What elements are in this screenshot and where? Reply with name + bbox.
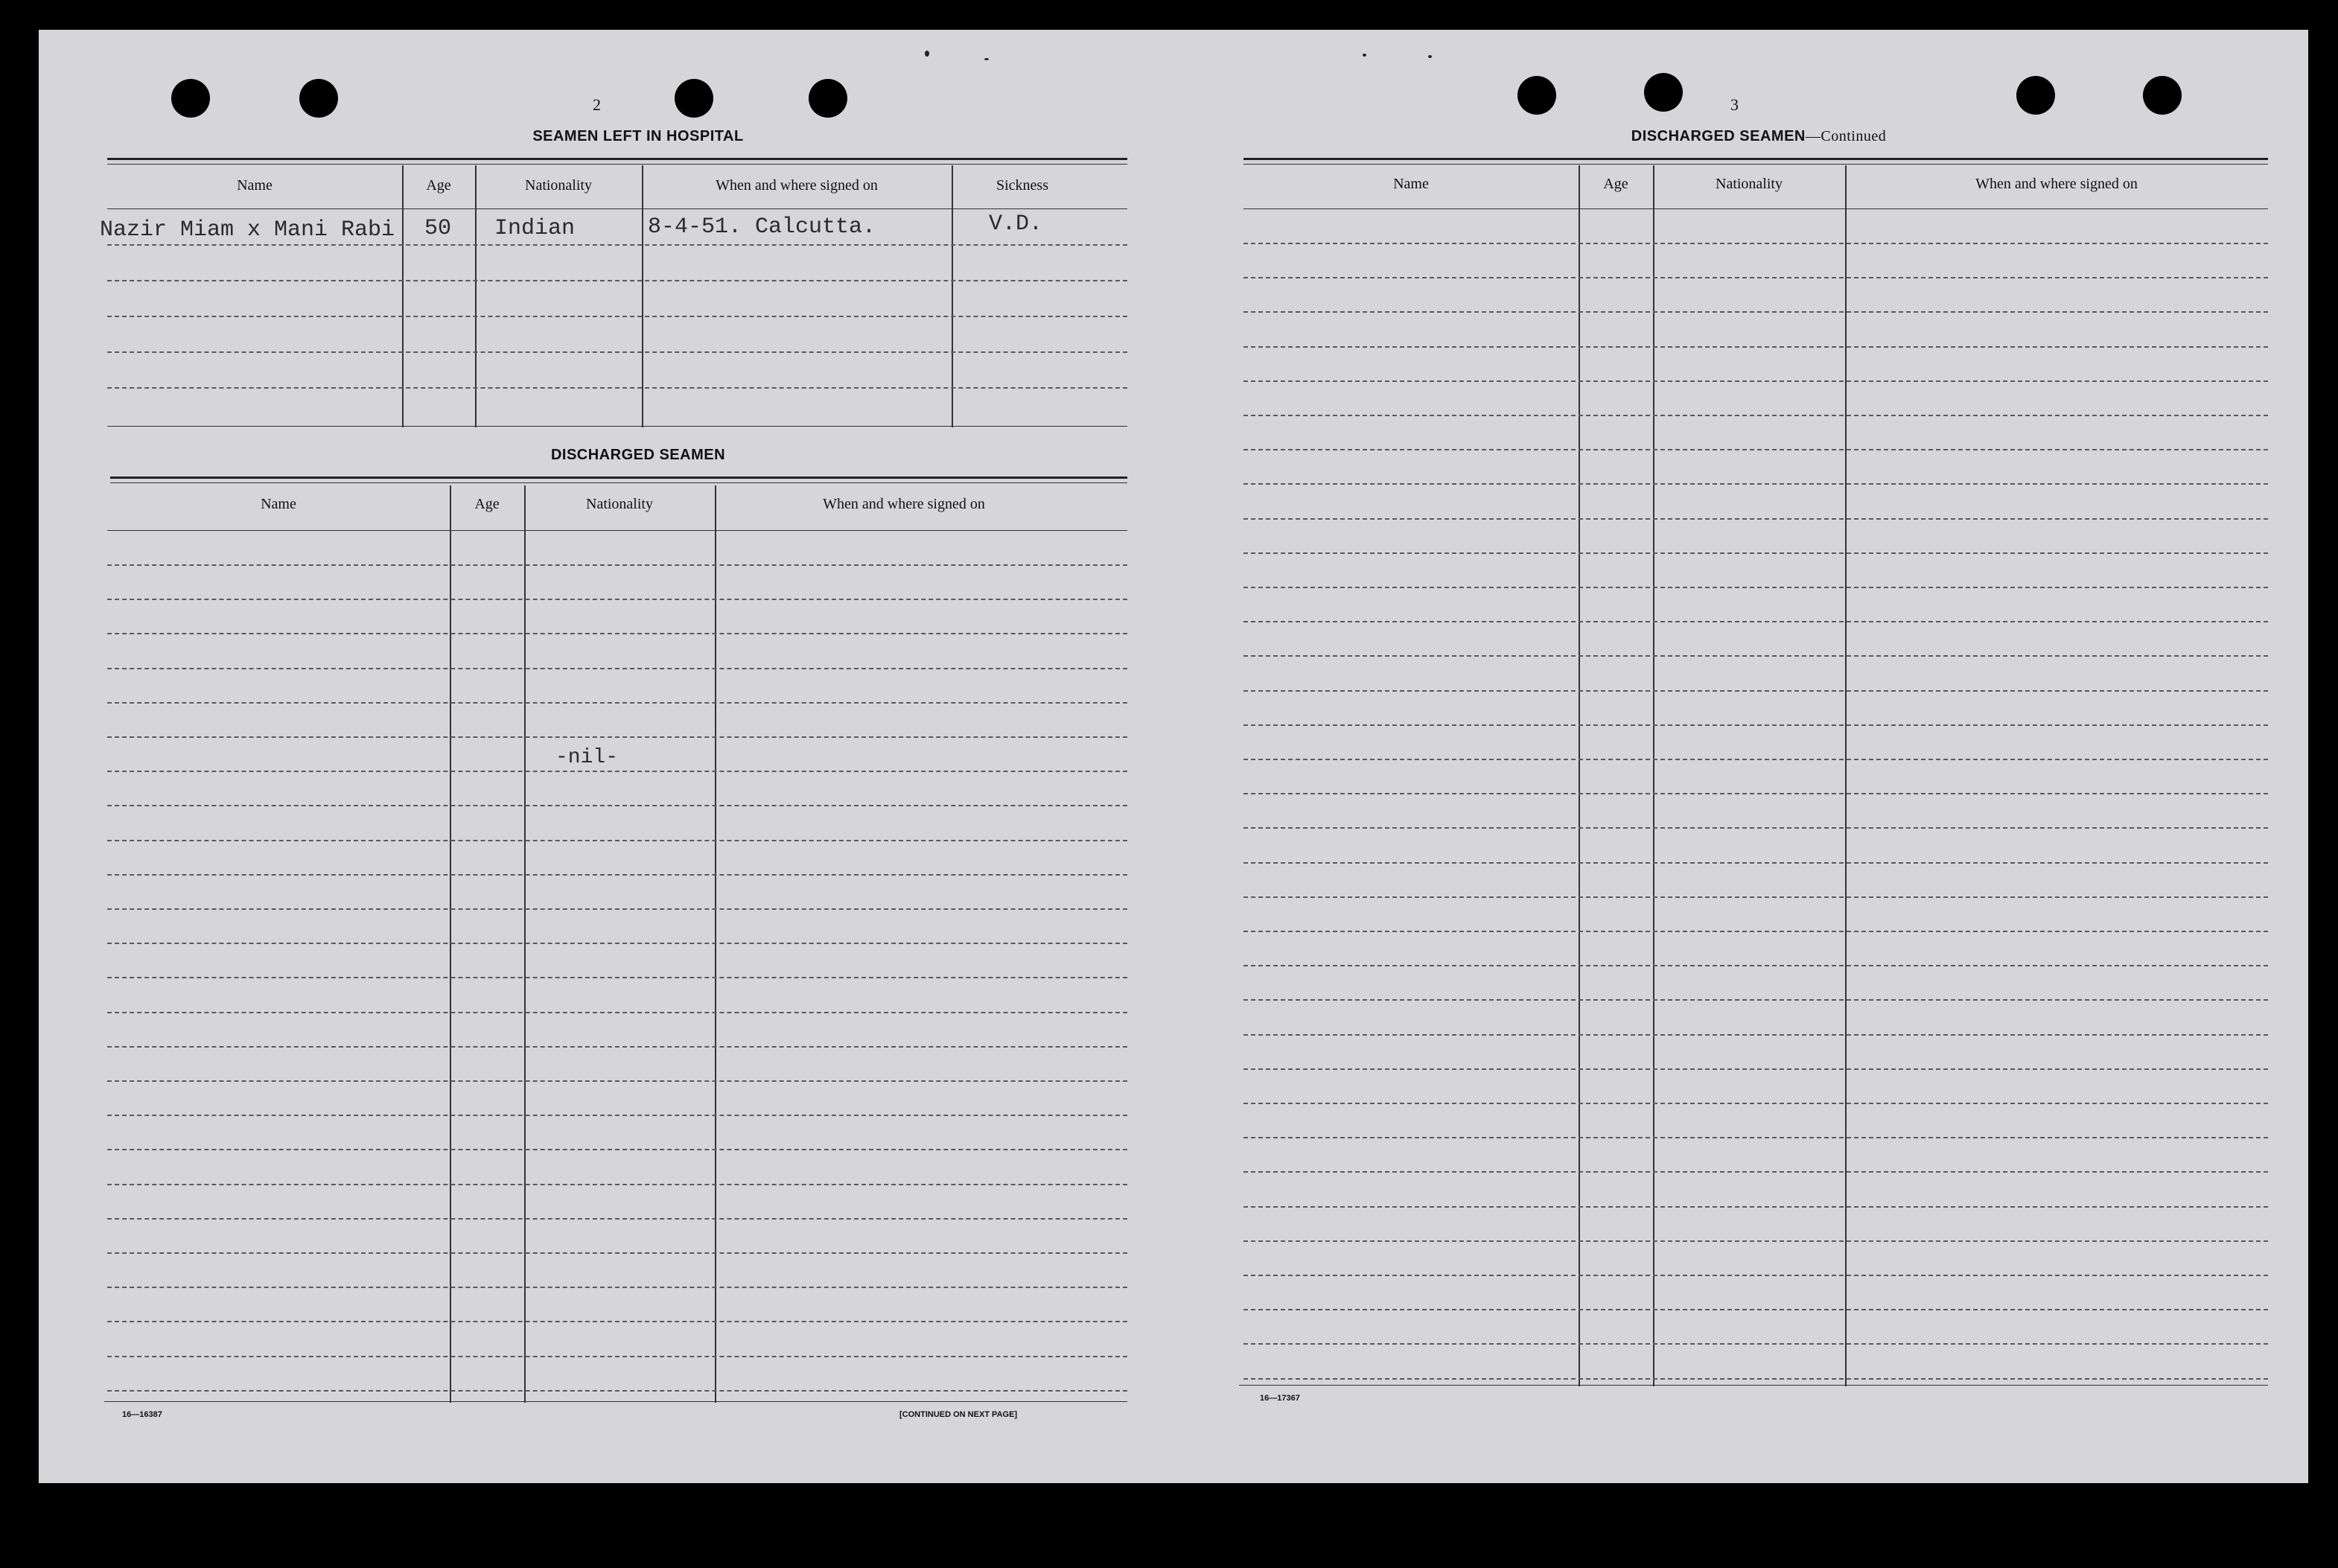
speck: [1363, 54, 1366, 57]
row-line: [107, 244, 1127, 246]
row-line: [1243, 1343, 2268, 1345]
row-line: [107, 1390, 1127, 1392]
row-line: [1243, 999, 2268, 1001]
row-line: [107, 1149, 1127, 1150]
row-line: [1243, 1137, 2268, 1138]
row-line: [107, 633, 1127, 634]
row-line: [1243, 1240, 2268, 1242]
column-header-nationality: Nationality: [1716, 176, 1783, 192]
row-line: [107, 943, 1127, 944]
right-section-title-text: DISCHARGED SEAMEN: [1631, 128, 1806, 144]
punch-hole: [1644, 73, 1683, 112]
row-line: [1243, 1034, 2268, 1036]
row-line: [107, 1080, 1127, 1082]
row-line: [1243, 311, 2268, 313]
table-top-rule: [110, 477, 1127, 479]
hospital-section-title: SEAMEN LEFT IN HOSPITAL: [532, 128, 744, 144]
nil-entry: -nil-: [555, 746, 619, 769]
row-line: [107, 1046, 1127, 1048]
header-divider: [1243, 208, 2268, 209]
row-line: [107, 1356, 1127, 1357]
speck: [984, 58, 989, 60]
row-line: [1243, 621, 2268, 622]
entry-sickness: V.D.: [989, 211, 1043, 237]
row-line: [1243, 965, 2268, 966]
header-divider: [107, 208, 1127, 209]
page-number: 3: [1730, 95, 1739, 114]
row-line: [107, 1252, 1127, 1254]
table-bottom-rule: [104, 1401, 1127, 1402]
row-line: [107, 316, 1127, 317]
column-header-nationality: Nationality: [525, 177, 592, 194]
row-line: [1243, 1378, 2268, 1380]
table-top-rule: [1243, 164, 2268, 165]
column-divider: [450, 485, 451, 1403]
row-line: [1243, 931, 2268, 932]
column-header-signed-on: When and where signed on: [823, 496, 985, 512]
column-divider: [1653, 165, 1654, 1386]
column-header-age: Age: [426, 177, 451, 194]
row-line: [1243, 724, 2268, 726]
column-header-name: Name: [1393, 176, 1429, 192]
row-line: [1243, 655, 2268, 657]
column-header-name: Name: [261, 496, 296, 512]
column-divider: [1579, 165, 1580, 1386]
document-page: [39, 30, 2308, 1483]
column-header-name: Name: [237, 177, 273, 194]
row-line: [1243, 1275, 2268, 1276]
row-line: [1243, 587, 2268, 588]
row-line: [1243, 1171, 2268, 1173]
column-divider: [524, 485, 526, 1403]
row-line: [1243, 346, 2268, 348]
table-bottom-rule: [1239, 1385, 2268, 1386]
row-line: [107, 1287, 1127, 1288]
row-line: [107, 387, 1127, 389]
row-line: [107, 564, 1127, 566]
column-divider: [715, 485, 716, 1403]
entry-nationality: Indian: [494, 216, 576, 241]
row-line: [1243, 449, 2268, 450]
row-line: [1243, 483, 2268, 485]
row-line: [1243, 896, 2268, 898]
row-line: [107, 1115, 1127, 1116]
punch-hole: [675, 79, 713, 118]
speck: [925, 51, 929, 57]
row-line: [1243, 277, 2268, 278]
column-header-nationality: Nationality: [586, 496, 653, 512]
right-section-title-suffix: —Continued: [1805, 128, 1887, 144]
row-line: [107, 1184, 1127, 1185]
punch-hole: [809, 79, 847, 118]
column-divider: [1845, 165, 1847, 1386]
table-top-rule: [107, 158, 1127, 160]
row-line: [107, 351, 1127, 353]
row-line: [107, 1321, 1127, 1322]
row-line: [107, 668, 1127, 669]
row-line: [1243, 759, 2268, 760]
row-line: [107, 702, 1127, 704]
row-line: [107, 280, 1127, 281]
row-line: [107, 908, 1127, 910]
entry-age: 50: [424, 216, 452, 241]
speck: [1428, 55, 1432, 58]
row-line: [107, 805, 1127, 806]
table-top-rule: [107, 164, 1127, 165]
row-line: [1243, 243, 2268, 244]
form-number: 16—16387: [122, 1410, 162, 1419]
row-line: [1243, 862, 2268, 864]
entry-signed-on: 8-4-51. Calcutta.: [648, 214, 876, 240]
row-line: [107, 1012, 1127, 1013]
column-header-sickness: Sickness: [996, 177, 1048, 194]
header-divider: [107, 530, 1127, 531]
right-section-title: [1528, 128, 1990, 145]
table-top-rule: [110, 482, 1127, 483]
row-line: [107, 840, 1127, 841]
entry-name: Nazir Miam x Mani Rabi: [100, 217, 395, 243]
discharged-section-title: DISCHARGED SEAMEN: [550, 447, 726, 463]
row-line: [1243, 552, 2268, 554]
row-line: [107, 977, 1127, 978]
continued-note: [CONTINUED ON NEXT PAGE]: [899, 1410, 1018, 1419]
row-line: [107, 736, 1127, 738]
row-line: [1243, 793, 2268, 794]
row-line: [107, 771, 1127, 772]
row-line: [1243, 827, 2268, 829]
punch-hole: [2016, 76, 2055, 115]
form-number: 16—17367: [1260, 1394, 1300, 1403]
row-line: [1243, 415, 2268, 416]
row-line: [1243, 1068, 2268, 1070]
row-line: [1243, 518, 2268, 520]
row-line: [1243, 1103, 2268, 1104]
row-line: [1243, 1206, 2268, 1208]
punch-hole: [1517, 76, 1556, 115]
row-line: [107, 599, 1127, 600]
column-header-age: Age: [1603, 176, 1628, 192]
row-line: [1243, 690, 2268, 692]
row-line: [107, 1218, 1127, 1220]
punch-hole: [299, 79, 338, 118]
punch-hole: [2143, 76, 2182, 115]
page-number: 2: [593, 95, 601, 114]
row-line: [107, 874, 1127, 876]
column-header-signed-on: When and where signed on: [1975, 176, 2138, 192]
row-line: [1243, 1309, 2268, 1310]
table-bottom-rule: [107, 426, 1127, 427]
row-line: [1243, 380, 2268, 382]
table-top-rule: [1243, 158, 2268, 160]
column-header-age: Age: [474, 496, 500, 512]
column-header-signed-on: When and where signed on: [716, 177, 878, 194]
punch-hole: [171, 79, 210, 118]
